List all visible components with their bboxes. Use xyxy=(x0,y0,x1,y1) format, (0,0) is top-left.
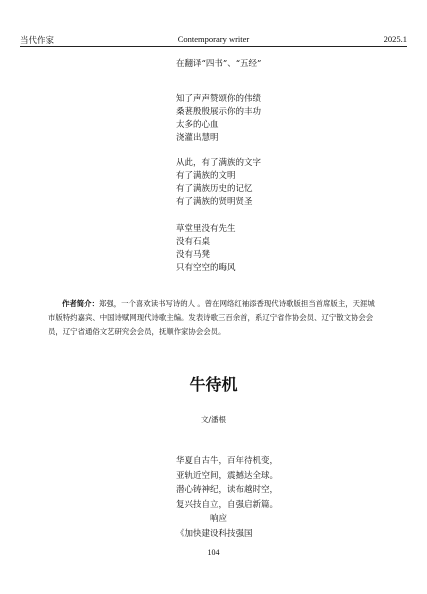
poem-line: 桑葚殷殷展示你的丰功 xyxy=(176,107,262,117)
poem-stanza-2 xyxy=(176,93,376,145)
poem-line: 《加快建设科技强国 xyxy=(176,528,253,539)
poem-line: 复兴技自立，自强启新篇。 xyxy=(176,499,279,510)
poem-line: 华夏自古牛，百年待机变， xyxy=(176,456,279,466)
poem-line: 有了满族历史的记忆 xyxy=(176,184,253,194)
article-title: 牛待机 xyxy=(189,375,238,394)
poem-line: 有了满族的文明 xyxy=(176,171,236,181)
poem-stanza-4 xyxy=(176,223,376,275)
article-author: 文/潘根 xyxy=(200,415,227,424)
poem-line: 浇灌出慧明 xyxy=(176,133,219,143)
poem-stanza-3 xyxy=(176,157,376,209)
poem-response-line: 响应 xyxy=(210,514,228,524)
author-bio xyxy=(48,297,382,339)
header-issue: 2025.1 xyxy=(383,34,407,44)
poem-line: 只有空空的晦风 xyxy=(176,263,236,273)
poem-stanza-1 xyxy=(176,58,376,71)
header-english-title: Contemporary writer xyxy=(177,34,250,44)
bio-label: 作者简介： xyxy=(62,299,99,308)
poem-line: 太多的心血 xyxy=(176,120,219,130)
poem-line: 没有石桌 xyxy=(176,237,211,247)
page-header xyxy=(20,34,407,46)
page-number: 104 xyxy=(207,548,220,557)
poem-line: 没有马凳 xyxy=(176,250,211,260)
poem-line: 潜心铸神纪，读布越时空， xyxy=(176,485,279,495)
header-magazine-name: 当代作家 xyxy=(20,36,55,46)
poem-line: 亚轨近空间，震撼达全球。 xyxy=(176,470,279,481)
poem-line: 草堂里没有先生 xyxy=(176,224,236,234)
poem-line: 在翻译“四书”、“五经” xyxy=(176,59,262,69)
poem-line: 从此，有了满族的文字 xyxy=(176,158,262,168)
poem-line: 知了声声赞颂你的伟绩 xyxy=(176,94,262,104)
article-poem xyxy=(176,454,278,541)
poem-line: 有了满族的贤明贤圣 xyxy=(176,197,253,207)
header-rule xyxy=(20,46,407,47)
bio-text: 郑强，一个喜欢读书写诗的人 。曾在网络红袖添香现代诗歌版担当首席版主，天涯城市版特约嘉宾、中国诗赋网现代诗歌主编。发表诗歌三百余首，系辽宁省作协会员、辽宁散文协会会员，辽宁省通俗文艺研究会会员，抚顺作家协会会员。 xyxy=(48,299,375,336)
